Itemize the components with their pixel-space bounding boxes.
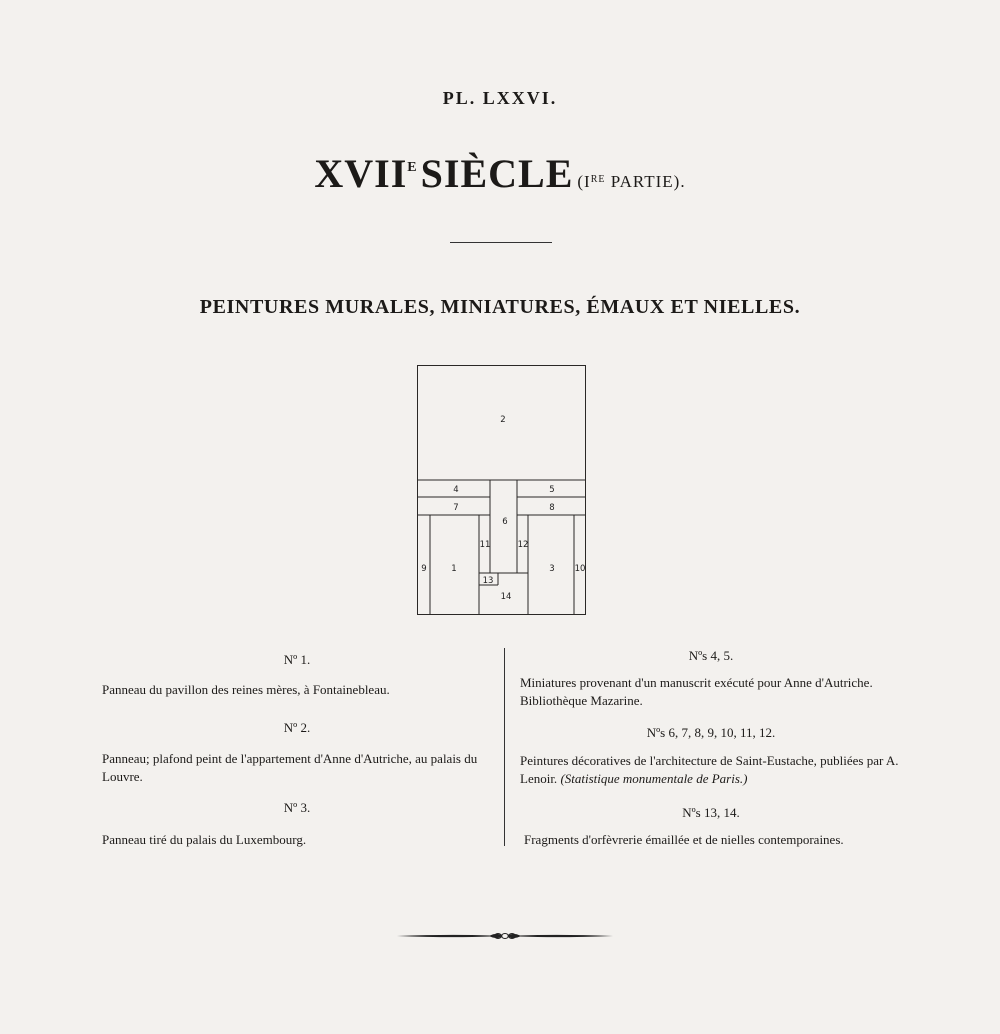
diagram-label-3: 3 (549, 564, 555, 574)
title-part (577, 172, 685, 191)
ornament-right-swash (507, 934, 613, 938)
page-title (0, 150, 1000, 197)
title-word: SIÈCLE (420, 151, 574, 196)
entry-text-6-12-italic: (Statistique monumentale de Paris.) (560, 771, 748, 786)
diagram-label-5: 5 (549, 485, 555, 495)
diagram-label-1: 1 (451, 564, 457, 574)
diagram-label-14: 14 (500, 592, 512, 602)
entry-heading-1: Nº 1. (283, 652, 311, 667)
title-part-superscript: RE (590, 174, 606, 185)
title-century: XVII (314, 151, 408, 196)
entry-heading-3: Nº 3. (283, 800, 311, 815)
diagram-label-8: 8 (549, 503, 555, 513)
entry-text-6-12 (520, 752, 914, 788)
ornament-flourish (395, 926, 615, 946)
entry-heading-2: Nº 2. (283, 720, 311, 735)
diagram-label-10: 10 (574, 564, 586, 574)
entry-heading-13-14: Nºs 13, 14. (682, 805, 740, 820)
entry-text-13-14: Fragments d'orfèvrerie émaillée et de nielles contemporaines. (524, 832, 844, 847)
entry-text-1: Panneau du pavillon des reines mères, à Fontainebleau. (102, 682, 390, 697)
entry-heading-4-5: Nºs 4, 5. (688, 648, 734, 663)
diagram-label-7: 7 (453, 503, 459, 513)
entry-text-2-body: Panneau; plafond peint de l'appartement d'Anne d'Autriche, au palais du Louvre. (102, 751, 478, 784)
diagram-label-12: 12 (517, 540, 529, 550)
ornament-left-swash (397, 934, 503, 938)
entry-text-3: Panneau tiré du palais du Luxembourg. (102, 832, 307, 847)
diagram-outer-frame (418, 366, 586, 615)
diagram-label-4: 4 (453, 485, 459, 495)
page-subtitle: PEINTURES MURALES, MINIATURES, ÉMAUX ET NIELLES. (199, 296, 801, 318)
title-part-open: (I (577, 172, 591, 191)
entry-text-4-5: Miniatures provenant d'un manuscrit exécuté pour Anne d'Autriche. Bibliothèque Mazarine. (520, 675, 873, 708)
diagram-label-11: 11 (479, 540, 491, 550)
entry-heading-6-12: Nºs 6, 7, 8, 9, 10, 11, 12. (646, 725, 776, 740)
title-part-rest: PARTIE). (610, 172, 686, 191)
title-rule (450, 242, 552, 243)
diagram-label-2: 2 (500, 415, 506, 425)
entry-text-6-12-body: Peintures décoratives de l'architecture de Saint-Eustache, publiées par A. Lenoir. (520, 753, 899, 786)
diagram-label-13: 13 (482, 576, 494, 586)
diagram-label-6: 6 (502, 517, 508, 527)
entry-text-2 (102, 750, 494, 786)
title-century-superscript: E (407, 160, 417, 175)
diagram-label-9: 9 (421, 564, 427, 574)
panel-layout-diagram (410, 358, 594, 622)
plate-number: PL. LXXVI. (442, 88, 558, 108)
column-divider (504, 648, 505, 846)
